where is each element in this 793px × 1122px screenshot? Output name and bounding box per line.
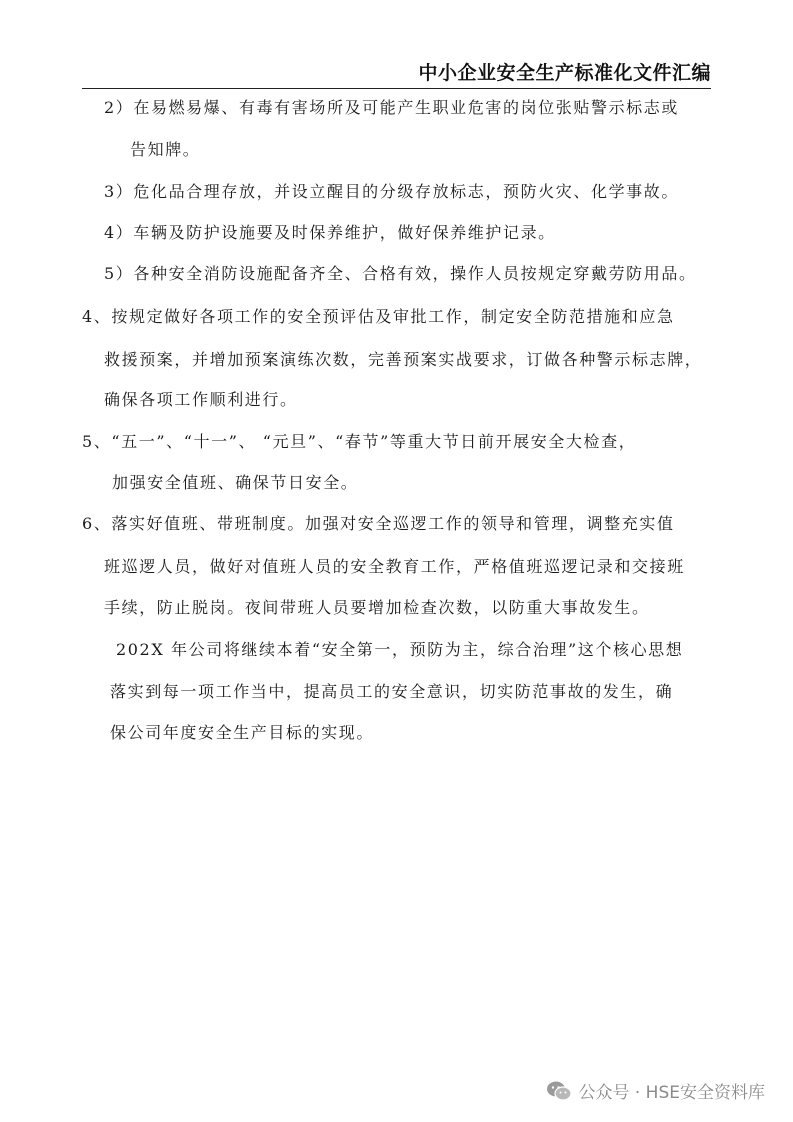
watermark bbox=[546, 1078, 765, 1103]
body-line: 班巡逻人员，做好对值班人员的安全教育工作，严格值班巡逻记录和交接班 bbox=[104, 557, 685, 576]
body-line: 加强安全值班、确保节日安全。 bbox=[112, 473, 359, 492]
watermark-text: 公众号 · HSE安全资料库 bbox=[578, 1083, 765, 1103]
page-header-title: 中小企业安全生产标准化文件汇编 bbox=[418, 62, 711, 84]
body-line: 2）在易燃易爆、有毒有害场所及可能产生职业危害的岗位张贴警示标志或 bbox=[104, 98, 679, 117]
body-line: 5、“五一”、“十一”、 “元旦”、“春节”等重大节日前开展安全大检查， bbox=[82, 432, 637, 451]
body-line: 告知牌。 bbox=[130, 140, 201, 159]
body-line: 4、按规定做好各项工作的安全预评估及审批工作，制定安全防范措施和应急 bbox=[82, 307, 675, 326]
wechat-icon bbox=[546, 1080, 572, 1102]
body-line: 落实到每一项工作当中，提高员工的安全意识，切实防范事故的发生，确 bbox=[110, 682, 674, 701]
body-line: 3）危化品合理存放，并设立醒目的分级存放标志，预防火灾、化学事故。 bbox=[104, 182, 679, 201]
body-line: 6、落实好值班、带班制度。加强对安全巡逻工作的领导和管理，调整充实值 bbox=[82, 514, 675, 533]
body-line: 4）车辆及防护设施要及时保养维护，做好保养维护记录。 bbox=[104, 223, 556, 242]
body-line: 202X 年公司将继续本着“安全第一，预防为主，综合治理”这个核心思想 bbox=[116, 640, 684, 659]
body-line: 确保各项工作顺利进行。 bbox=[104, 390, 298, 409]
header-divider bbox=[82, 88, 711, 89]
body-line: 5）各种安全消防设施配备齐全、合格有效，操作人员按规定穿戴劳防用品。 bbox=[104, 264, 697, 283]
body-line: 保公司年度安全生产目标的实现。 bbox=[110, 723, 375, 742]
body-line: 手续，防止脱岗。夜间带班人员要增加检查次数，以防重大事故发生。 bbox=[104, 598, 650, 617]
body-line: 救援预案，并增加预案演练次数，完善预案实战要求，订做各种警示标志牌， bbox=[104, 350, 703, 369]
